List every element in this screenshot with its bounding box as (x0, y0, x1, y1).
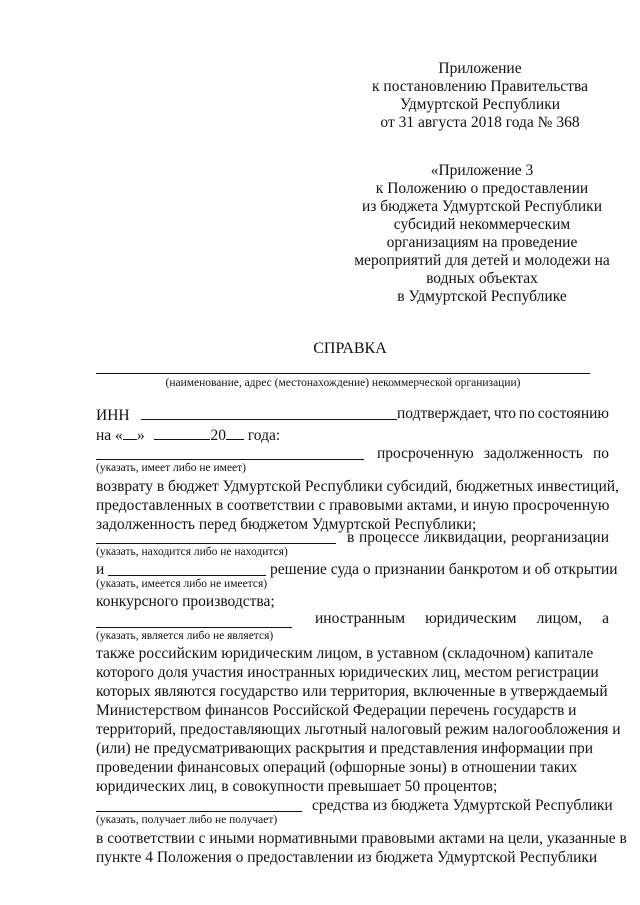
paragraph-line: также российским юридическим лицом, в уставном (складочном) капитале (96, 645, 594, 662)
overdue-text (377, 445, 609, 463)
funds-text: средства из бюджета Удмуртской Республики (312, 797, 613, 814)
liquidation-status-field (96, 543, 336, 544)
date-prefix: на « (96, 427, 123, 444)
paragraph-line: территорий, предоставляющих льготный налоговый режим налогообложения и (96, 721, 621, 738)
inn-label: ИНН (96, 407, 130, 424)
liquidation-word: процессе (358, 529, 420, 546)
debt-status-field (96, 459, 364, 460)
paragraph-line: задолженность перед бюджетом Удмуртской Республики; (96, 516, 477, 533)
paragraph-line: (или) не предусматривающих раскрытия и представления информации при (96, 740, 594, 757)
overdue-word: задолженность (483, 445, 583, 462)
hint-receives: (указать, получает либо не получает) (96, 814, 278, 826)
bankruptcy-status-field (108, 575, 266, 576)
date-suffix: года: (247, 427, 281, 444)
confirms-word: подтверждает, (397, 405, 491, 422)
hint-is: (указать, является либо не является) (96, 630, 274, 642)
date-row (96, 425, 280, 445)
appendix3-header-line: водных объектах (426, 270, 538, 287)
org-name-caption: (наименование, адрес (местонахождение) некоммерческой организации) (165, 377, 521, 389)
appendix3-header-line: субсидий некоммерческим (393, 216, 571, 233)
appendix3-header-line: мероприятий для детей и молодежи на (354, 252, 610, 269)
appendix-header-line: Приложение (438, 60, 522, 77)
confirms-word: состоянию (537, 405, 609, 422)
hint-located: (указать, находится либо не находится) (96, 546, 288, 558)
and-word: и (96, 561, 105, 578)
liquidation-word: ликвидации, (423, 529, 507, 546)
appendix3-header-line: организациям на проведение (386, 234, 578, 251)
appendix3-header-line: из бюджета Удмуртской Республики (361, 198, 602, 215)
paragraph-line: возврату в бюджет Удмуртской Республики субсидий, бюджетных инвестиций, (96, 478, 619, 495)
appendix3-header-line: «Приложение 3 (430, 162, 534, 179)
date-month-field (154, 425, 210, 440)
paragraph-line: Министерством финансов Российской Федерации перечень государств и (96, 702, 577, 719)
appendix-header-line: Удмуртской Республики (399, 96, 561, 113)
foreign-word: лицом, (536, 610, 583, 627)
foreign-word: иностранным (315, 610, 406, 627)
org-name-field-line (96, 373, 590, 374)
date-year-prefix: 20 (210, 427, 226, 444)
paragraph-line: пункте 4 Положения о предоставлении из бюджета Удмуртской Республики (96, 849, 598, 866)
confirms-word: по (518, 405, 535, 422)
foreign-word: юридическим (425, 610, 517, 627)
inn-field (141, 405, 397, 420)
confirms-word: что (493, 405, 516, 422)
date-mid: » (136, 427, 145, 444)
inn-row (96, 405, 397, 425)
hint-exists: (указать, имеется либо не имеется) (96, 578, 268, 590)
foreign-text (315, 610, 609, 628)
hint-has: (указать, имеет либо не имеет) (96, 462, 247, 474)
appendix3-header-line: к Положению о предоставлении (375, 180, 589, 197)
liquidation-word: в (347, 529, 355, 546)
overdue-word: просроченную (377, 445, 474, 462)
paragraph-line: в соответствии с иными нормативными правовыми актами на цели, указанные в (96, 830, 627, 847)
appendix-header-line: к постановлению Правительства (372, 78, 588, 95)
paragraph-line: которого доля участия иностранных юридических лиц, местом регистрации (96, 664, 599, 681)
funds-status-field (96, 811, 302, 812)
liquidation-word: реорганизации (511, 529, 609, 546)
paragraph-line: юридических лиц, в совокупности превышает 50 процентов; (96, 778, 498, 795)
confirms-text (397, 405, 609, 423)
overdue-word: по (592, 445, 609, 462)
foreign-status-field (96, 627, 292, 628)
paragraph-line: предоставленных в соответствии с правовыми актами, и иную просроченную (96, 497, 610, 514)
competitive-text: конкурсного производства; (96, 593, 275, 610)
appendix-header-line: от 31 августа 2018 года № 368 (380, 114, 580, 131)
date-year-field (226, 425, 244, 440)
bankruptcy-text: решение суда о признании банкротом и об открытии (270, 561, 618, 578)
paragraph-line: проведении финансовых операций (офшорные зоны) в отношении таких (96, 759, 578, 776)
paragraph-line: которых являются государство или территория, включенные в утверждаемый (96, 683, 608, 700)
appendix3-header-line: в Удмуртской Республике (397, 288, 567, 305)
foreign-word: а (602, 610, 609, 627)
liquidation-text (347, 529, 609, 547)
date-day-field (123, 425, 137, 440)
document-title: СПРАВКА (313, 340, 387, 357)
